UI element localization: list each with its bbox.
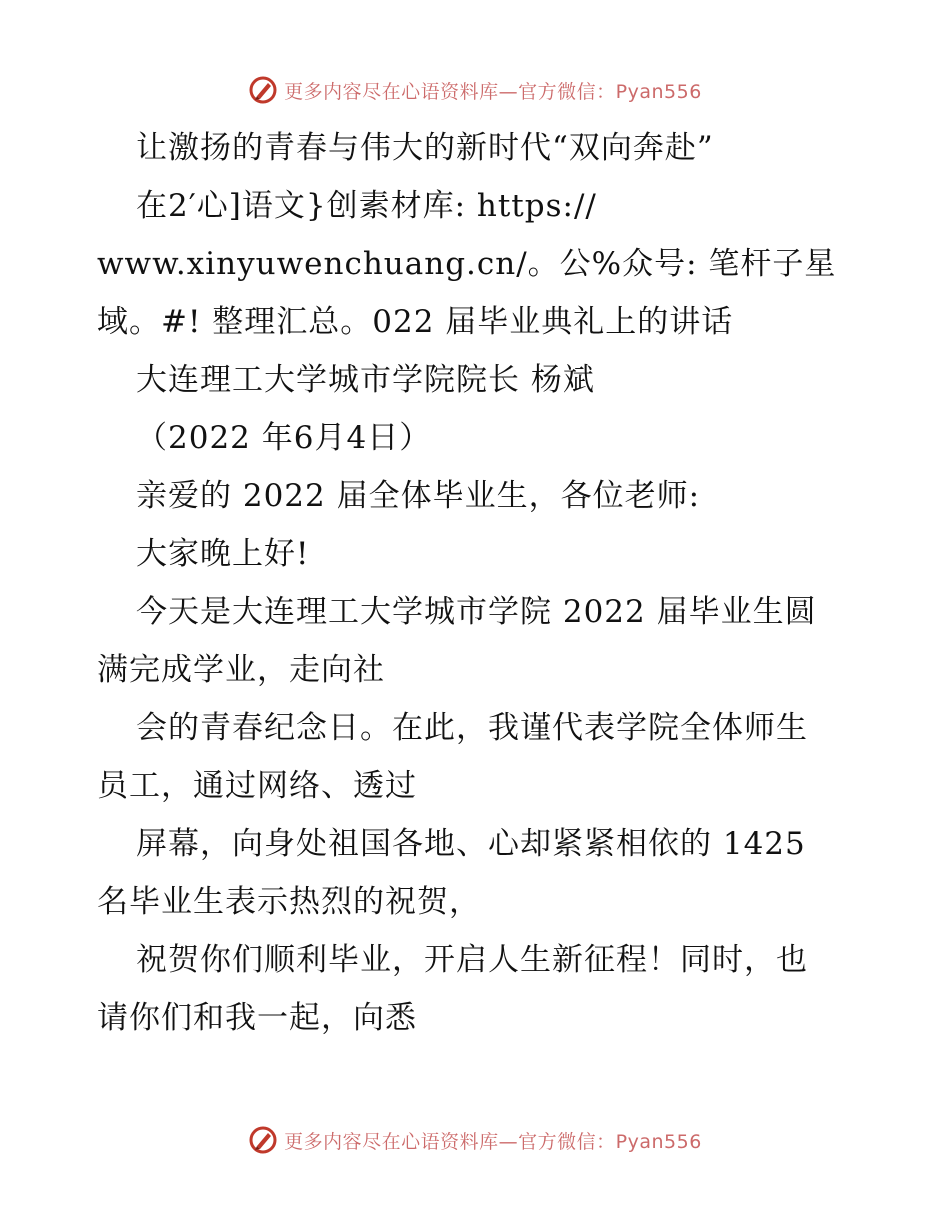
watermark-text: 更多内容尽在心语资料库—官方微信：Pyan556	[284, 1130, 702, 1153]
doc-title: 让激扬的青春与伟大的新时代“双向奔赴”	[136, 130, 714, 166]
doc-greeting: 大家晚上好!	[136, 536, 310, 572]
doc-line: 在2′心]语文}创素材库: https://	[136, 188, 597, 224]
watermark-text: 更多内容尽在心语资料库—官方微信：Pyan556	[284, 80, 702, 103]
doc-line: 祝贺你们顺利毕业，开启人生新征程！同时，也	[136, 942, 808, 978]
doc-date: （2022 年6月4日）	[136, 420, 432, 456]
header-watermark	[0, 70, 950, 110]
doc-salutation: 亲爱的 2022 届全体毕业生，各位老师:	[136, 478, 701, 514]
doc-line: www.xinyuwenchuang.cn/。公%众号: 笔杆子星	[97, 246, 837, 282]
doc-line: 会的青春纪念日。在此，我谨代表学院全体师生	[136, 710, 808, 746]
doc-line: 今天是大连理工大学城市学院 2022 届毕业生圆	[136, 594, 817, 630]
doc-author: 大连理工大学城市学院院长 杨斌	[136, 362, 595, 398]
pen-logo-icon	[248, 75, 278, 105]
pen-logo-icon	[248, 1125, 278, 1155]
doc-line: 屏幕，向身处祖国各地、心却紧紧相依的 1425	[136, 826, 806, 862]
doc-line: 满完成学业，走向社	[97, 652, 385, 688]
doc-line: 员工，通过网络、透过	[97, 768, 417, 804]
footer-watermark	[0, 1120, 950, 1160]
doc-line: 域。#! 整理汇总。022 届毕业典礼上的讲话	[97, 304, 734, 340]
doc-line: 名毕业生表示热烈的祝贺，	[97, 884, 481, 920]
doc-line: 请你们和我一起，向悉	[97, 1000, 417, 1036]
